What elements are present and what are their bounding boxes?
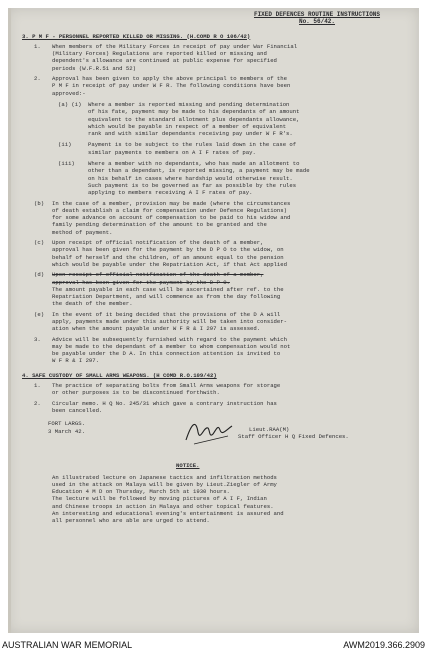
condition-text: Payment is to be subject to the rules laid down in the case of similar payments to members on A I F rates of pay. — [88, 141, 297, 156]
condition-text: Upon receipt of official notification of the death of a member, approval has been given for the payment by the D P O to the widow, on behalf of herself and the children, of an amount equal to the pension which would be payable under the Repatriation Act, if that Act applied — [52, 239, 287, 268]
signature-block — [22, 420, 414, 458]
paragraph-text: When members of the Military Forces in receipt of pay under War Financial (Military Forces) Regulations are reported killed or missing and dependent's allowance are continued at public expense for specified periods (W.F.R.51 and 52) — [52, 42, 298, 72]
condition-text: The amount payable in each case will be ascertained after ref. to the Repatriation Department, and will commence as from the day following the death of the member. — [52, 285, 284, 308]
condition-number: (d) — [34, 271, 45, 279]
condition-text: Where a member is reported missing and pending determination of his fate, payment may be made to his dependants of an amount equivalent to the standard allotment plus dependants allowance, which would be payable in respect of a member of equivalent rank and with similar dependants receiving pay under W F R's. — [88, 100, 300, 138]
condition-text: In the event of it being decided that the provisions of the D A will apply, payments made under this authority will be taken into consider- ation when the amount payable under W F R & I 297 is assessed. — [52, 310, 287, 333]
document-body — [22, 8, 414, 525]
condition-d-continued — [22, 286, 414, 308]
handwritten-signature — [182, 416, 237, 446]
condition-a-i — [22, 101, 414, 137]
condition-d — [22, 271, 414, 286]
notice-text: An illustrated lecture on Japanese tactics and infiltration methods used in the attack on Malaya will be given by Lieut.Ziegler of Army Education 4 M D on Thursday, March 5th at 1930 hours. The lecture will be followed by moving pictures of A I F, Indian and Chinese troops in action in Malaya and other topical features. An interesting and educational evening's entertainment is assured and all personnel who are able are urged to attend. — [52, 473, 284, 525]
section-3-paragraph-2 — [22, 75, 414, 97]
signatory-rank: Lieut.RAA(M) — [249, 426, 290, 434]
condition-text: In the case of a member, provision may be made (where the circumstances of death establish a claim for compensation under Defence Regulations) for some advance on account of compensation to be paid to his widow and family pending determination of the amount to be granted and the method of payment. — [52, 199, 291, 236]
condition-b — [22, 200, 414, 236]
condition-number: (a) (i) — [58, 100, 82, 108]
paragraph-text: The practice of separating bolts from Small Arms weapons for storage or other purposes is to be discontinued forthwith. — [52, 382, 281, 397]
section-3-paragraph-1 — [22, 43, 414, 72]
condition-number: (c) — [34, 239, 45, 247]
archive-reference: AWM2019.366.2909 — [343, 640, 425, 650]
place-and-date: FORT LARGS. 3 March 42. — [48, 420, 85, 435]
condition-a-iii — [22, 160, 414, 196]
header-number: No. 56/42. — [298, 18, 335, 26]
paragraph-number: 3. — [34, 335, 41, 343]
paragraph-number: 1. — [34, 382, 41, 390]
section-4-paragraph-1 — [22, 382, 414, 397]
condition-number: (b) — [34, 199, 45, 207]
paragraph-text: Approval has been given to apply the above principal to members of the P M F in receipt of pay under W F R. The following conditions have been approved:- — [52, 75, 291, 97]
notice-heading: NOTICE. — [176, 462, 200, 470]
condition-number: (iii) — [58, 160, 75, 168]
paragraph-number: 2. — [34, 75, 41, 83]
struck-through-text: Upon receipt of official notification of the death of a member, approval has been given for the payment by the D P O. — [52, 271, 264, 286]
paragraph-text: Advice will be subsequently furnished with regard to the payment which may be made to the dependant of a member to whom compensation would not be payable under the D A. In this connection attention is invited to W F R & I 297. — [52, 335, 291, 365]
signatory-title: Staff Officer H Q Fixed Defences. — [238, 433, 349, 441]
header — [232, 11, 402, 26]
condition-a-ii — [22, 141, 414, 156]
section-3-paragraph-3 — [22, 336, 414, 365]
condition-e — [22, 311, 414, 333]
condition-c — [22, 239, 414, 268]
page-edge — [8, 8, 11, 633]
section-4-paragraph-2 — [22, 400, 414, 415]
condition-text: Where a member with no dependants, who has made an allotment to other than a dependant, is reported missing, a payment may be made on his behalf in cases where hardship would otherwise result. Such payment is to be governed as far as possible by the rules applying to members receiving A I F rates of pay. — [88, 160, 310, 197]
section-4-heading: 4. SAFE CUSTODY OF SMALL ARMS WEAPONS. (H COMD R.O.109/42) — [22, 371, 217, 379]
paragraph-text: Circular memo. H Q No. 245/31 which gave a contrary instruction has been cancelled. — [52, 399, 277, 414]
archive-name: AUSTRALIAN WAR MEMORIAL — [2, 640, 133, 650]
archive-caption — [0, 637, 428, 653]
condition-number: (e) — [34, 310, 45, 318]
paragraph-number: 2. — [34, 399, 41, 407]
condition-number: (ii) — [58, 141, 72, 149]
document-page — [8, 8, 419, 633]
paragraph-number: 1. — [34, 42, 41, 50]
section-3-heading: 3. P M F - PERSONNEL REPORTED KILLED OR MISSING. (H.COMD R O 106/42) — [22, 32, 251, 40]
header-title: FIXED DEFENCES ROUTINE INSTRUCTIONS — [253, 11, 381, 18]
